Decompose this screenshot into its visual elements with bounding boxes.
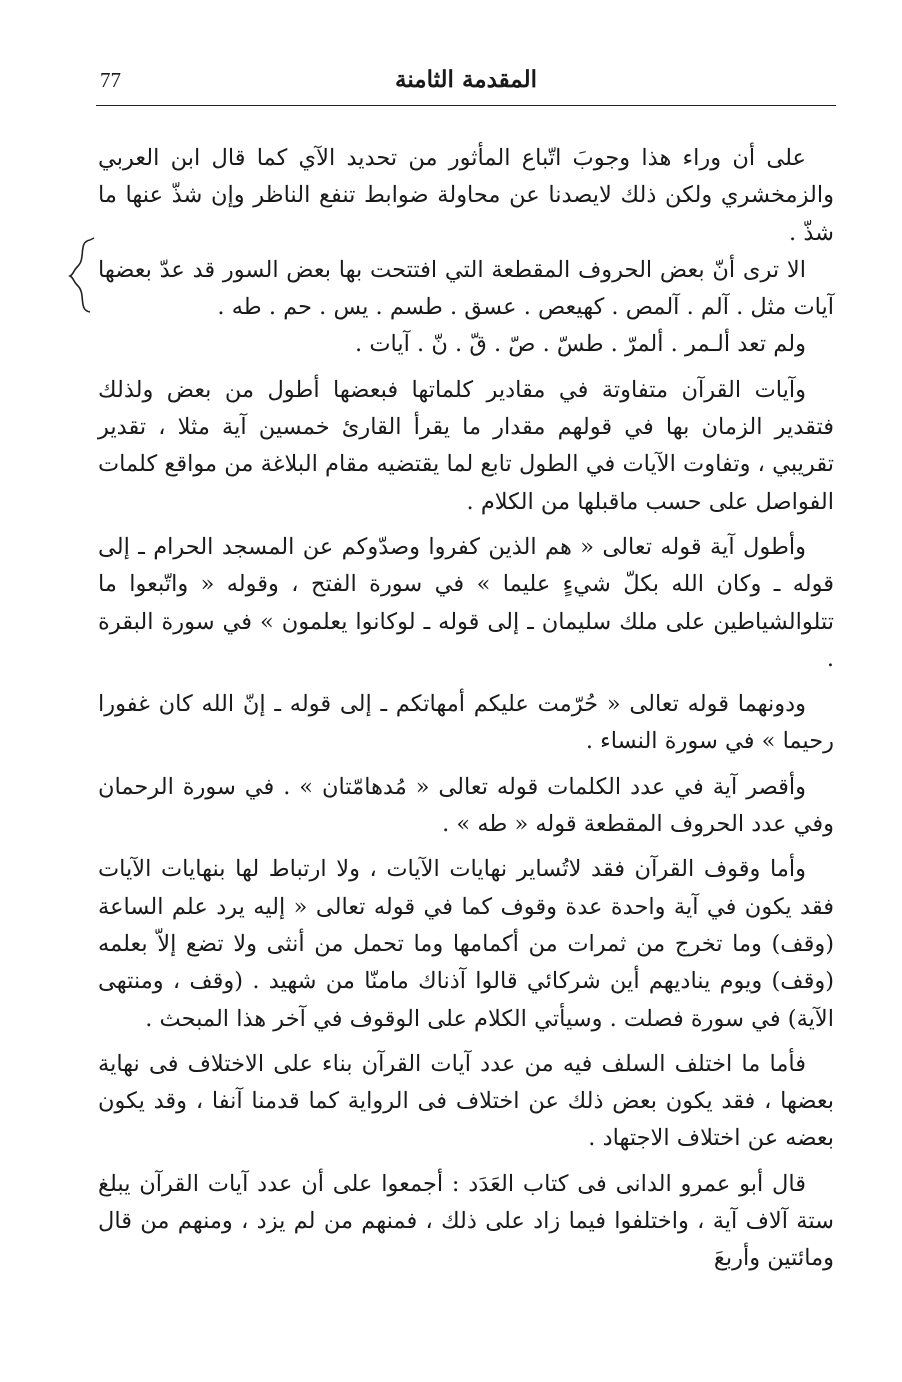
paragraph: وآيات القرآن متفاوتة في مقادير كلماتها فبعضها أطول من بعض ولذلك فتقدير الزمان بها في قولهم مقدار ما يقرأ القارئ خمسين آية مثلا ، تقدير تقريبي ، وتفاوت الآيات في الطول تابع لما يقتضيه مقام البلاغة من مواقع كلمات الفواصل على حسب ماقبلها من الكلام . (98, 376, 834, 515)
paragraph: وأطول آية قوله تعالى « هم الذين كفروا وصدّوكم عن المسجد الحرام ـ إلى قوله ـ وكان الله بكلّ شيءٍ عليما » في سورة الفتح ، وقوله « واتّبعوا ما تتلوالشياطين على ملك سليمان ـ إلى قوله ـ لوكانوا يعلمون » في سورة البقرة . (98, 533, 834, 672)
paragraph: وأما وقوف القرآن فقد لاتُساير نهايات الآيات ، ولا ارتباط لها بنهايات الآيات فقد يكون في آية واحدة عدة وقوف كما في قوله تعالى « إليه يرد علم الساعة (وقف) وما تخرج من ثمرات من أكمامها وما تحمل من أنثى ولا تضع إلاّ بعلمه (وقف) ويوم يناديهم أين شركائي قالوا آذناك مامنّا من شهيد . (وقف ، ومنتهى الآية) في سورة فصلت . وسيأتي الكلام على الوقوف في آخر هذا المبحث . (98, 856, 834, 1032)
paragraph: فأما ما اختلف السلف فيه من عدد آيات القرآن بناء على الاختلاف فى نهاية بعضها ، فقد يكون بعض ذلك عن اختلاف فى الرواية كما قدمنا آنفا ، وقد يكون بعضه عن اختلاف الاجتهاد . (98, 1050, 834, 1152)
paragraph: على أن وراء هذا وجوبَ اتّباع المأثور من تحديد الآي كما قال ابن العربي والزمخشري ولكن ذلك لايصدنا عن محاولة ضوابط تنفع الناظر وإن شذّ عنها ما شذّ . (98, 145, 834, 246)
body-text (98, 140, 834, 1286)
page-header (96, 62, 836, 106)
paragraph: قال أبو عمرو الدانى فى كتاب العَدَد : أجمعوا على أن عدد آيات القرآن يبلغ ستة آلاف آية ، واختلفوا فيما زاد على ذلك ، فمنهم من لم يزد ، ومنهم من قال ومائتين وأربعَ (98, 1170, 834, 1272)
page-number: 77 (100, 68, 121, 92)
paragraph: ولم تعد ألـمر . ألمرّ . طسّ . صّ . قّ . نّ . آيات . (355, 331, 806, 358)
paragraph: ودونهما قوله تعالى « حُرّمت عليكم أمهاتكم ـ إلى قوله ـ إنّ الله كان غفورا رحيما » في سورة النساء . (98, 691, 834, 755)
running-title: المقدمة الثامنة (395, 66, 537, 93)
margin-brace-icon (66, 236, 96, 316)
header-rule (96, 105, 836, 106)
paragraph: وأقصر آية في عدد الكلمات قوله تعالى « مُدهامّتان » . في سورة الرحمان وفي عدد الحروف المقطعة قوله « طه » . (98, 773, 834, 838)
paragraph: الا ترى أنّ بعض الحروف المقطعة التي افتتحت بها بعض السور قد عدّ بعضها آيات مثل . آلم . آلمص . كهيعص . عسق . طسم . يس . حم . طه . (98, 256, 834, 321)
